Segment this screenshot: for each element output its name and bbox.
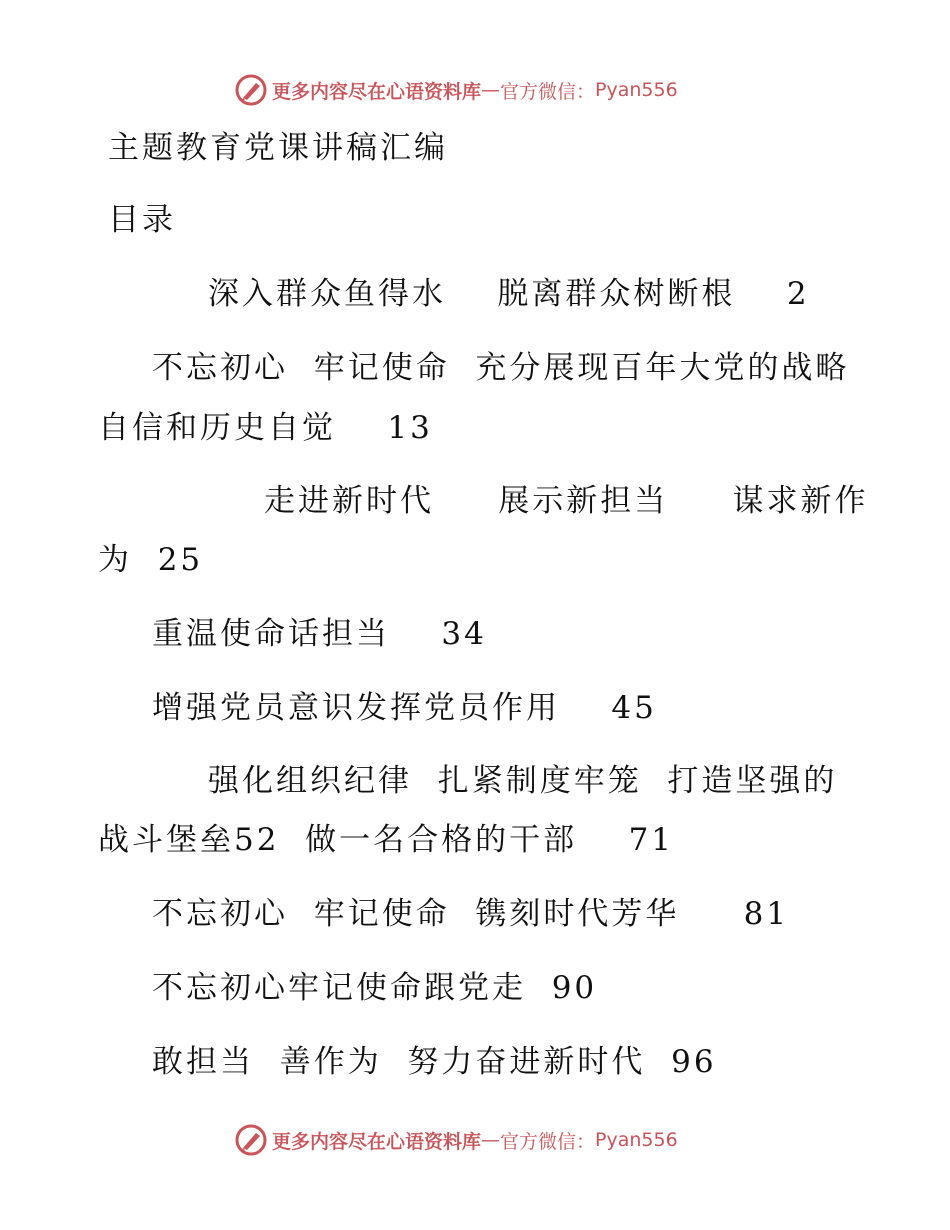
watermark-contact-label: 官方微信： [500, 80, 596, 103]
toc-heading: 目录 [108, 202, 176, 238]
toc-entry-line: 强化组织纪律 扎紧制度牢笼 打造坚强的 [208, 763, 838, 799]
toc-entry-line: 战斗堡垒52 做一名合格的干部 71 [98, 822, 675, 858]
toc-entry-line: 不忘初心 牢记使命 镌刻时代芳华 81 [152, 896, 790, 932]
pen-logo-icon [234, 73, 268, 107]
toc-entry-line: 自信和历史自觉 13 [98, 410, 433, 446]
document-title: 主题教育党课讲稿汇编 [108, 130, 448, 166]
toc-entry-line: 不忘初心牢记使命跟党走 90 [152, 970, 598, 1006]
watermark-contact-id: Pyan556 [595, 1129, 678, 1151]
toc-entry-line: 走进新时代 展示新担当 谋求新作 [264, 483, 869, 519]
watermark-brand-text: 更多内容尽在心语资料库 [272, 80, 482, 103]
footer-watermark [234, 1122, 678, 1158]
watermark-contact-label: 官方微信： [500, 1130, 596, 1153]
toc-entry-line: 为 25 [98, 542, 204, 578]
pen-logo-icon [234, 1123, 268, 1157]
toc-entry-line: 重温使命话担当 34 [152, 616, 487, 652]
watermark-separator: — [481, 79, 501, 101]
toc-entry-line: 不忘初心 牢记使命 充分展现百年大党的战略 [152, 350, 850, 386]
watermark-brand-text: 更多内容尽在心语资料库 [272, 1130, 482, 1153]
toc-entry-line: 增强党员意识发挥党员作用 45 [152, 690, 657, 726]
watermark-separator: — [481, 1129, 501, 1151]
toc-entry-line: 敢担当 善作为 努力奋进新时代 96 [152, 1044, 717, 1080]
watermark-contact-id: Pyan556 [595, 79, 678, 101]
header-watermark [234, 72, 678, 108]
toc-entry-line: 深入群众鱼得水 脱离群众树断根 2 [208, 276, 810, 312]
